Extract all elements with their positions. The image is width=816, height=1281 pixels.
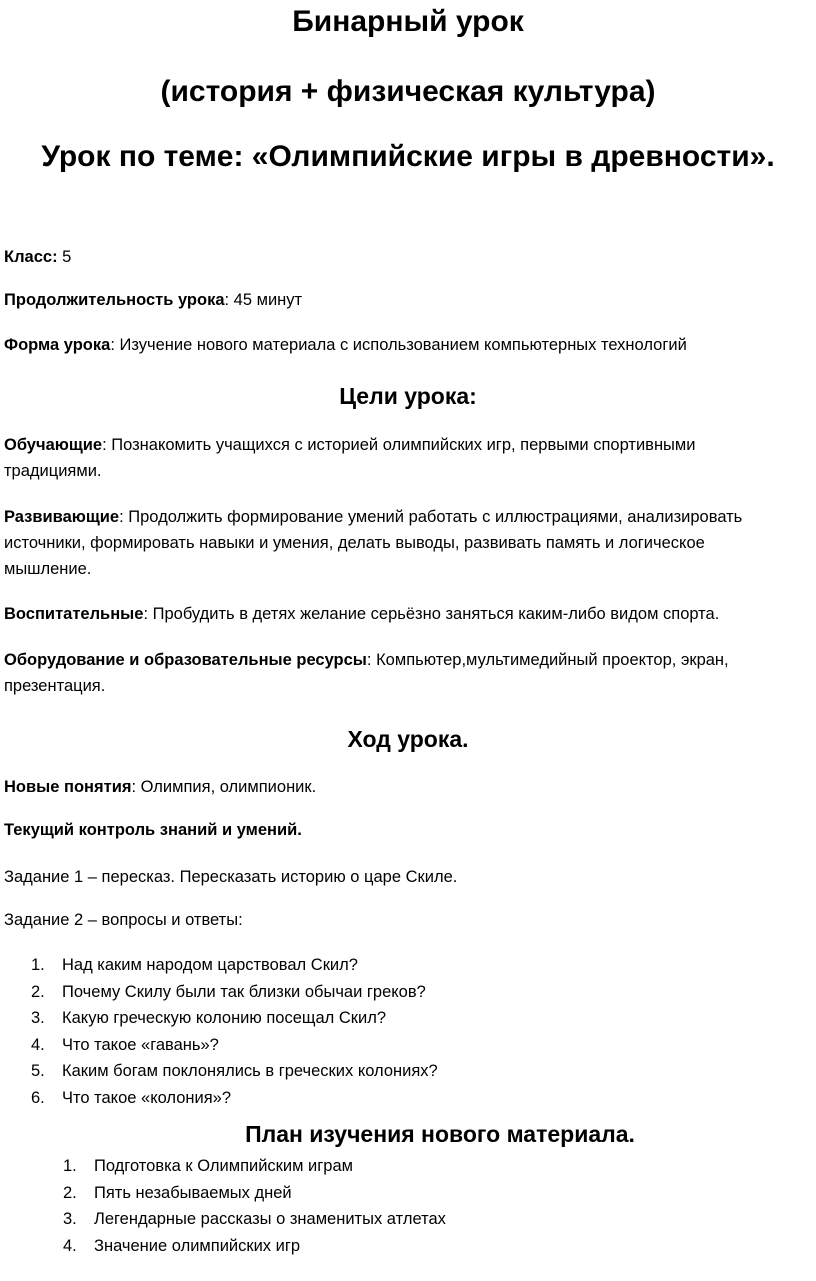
list-item bbox=[31, 952, 791, 979]
list-item bbox=[63, 1206, 783, 1233]
new-concepts-label: Новые понятия bbox=[4, 778, 132, 796]
lesson-topic: Урок по теме: «Олимпийские игры в древности». bbox=[41, 140, 775, 173]
info-class-label: Класс: bbox=[4, 248, 58, 266]
info-class bbox=[4, 244, 794, 270]
document-subtitle: (история + физическая культура) bbox=[160, 75, 656, 108]
equipment bbox=[4, 647, 794, 699]
info-duration-label: Продолжительность урока bbox=[4, 291, 225, 309]
list-item-number: 1. bbox=[31, 956, 45, 974]
goal-educational-value: : Пробудить в детях желание серьёзно заняться каким-либо видом спорта. bbox=[143, 605, 720, 623]
goal-teaching bbox=[4, 432, 794, 484]
goal-developing bbox=[4, 504, 794, 582]
questions-list bbox=[31, 952, 791, 1111]
list-item-number: 6. bbox=[31, 1088, 45, 1107]
info-form-label: Форма урока bbox=[4, 336, 111, 354]
list-item bbox=[63, 1153, 783, 1180]
info-form bbox=[4, 332, 794, 358]
equipment-value: : Компьютер,мультимедийный проектор, экран, презентация. bbox=[4, 651, 729, 695]
list-item bbox=[63, 1233, 783, 1260]
list-item bbox=[31, 1032, 791, 1059]
info-duration-value: : 45 минут bbox=[224, 291, 303, 309]
equipment-label: Оборудование и образовательные ресурсы bbox=[4, 651, 367, 669]
document-title: Бинарный урок bbox=[292, 5, 524, 38]
list-item-text: Что такое «колония»? bbox=[62, 1088, 232, 1107]
goal-educational-label: Воспитательные bbox=[4, 605, 144, 623]
list-item-text: Что такое «гавань»? bbox=[62, 1035, 219, 1054]
list-item-text: Над каким народом царствовал Скил? bbox=[62, 956, 358, 974]
goal-teaching-value: : Познакомить учащихся с историей олимпийских игр, первыми спортивными традициями. bbox=[4, 436, 696, 480]
task-1: Задание 1 – пересказ. Пересказать историю о царе Скиле. bbox=[4, 868, 458, 886]
list-item-text: Легендарные рассказы о знаменитых атлетах bbox=[94, 1210, 446, 1228]
list-item-text: Почему Скилу были так близки обычаи греков? bbox=[62, 982, 426, 1001]
list-item-number: 2. bbox=[31, 982, 45, 1001]
list-item-text: Пять незабываемых дней bbox=[94, 1183, 292, 1202]
list-item bbox=[31, 1085, 791, 1112]
list-item-number: 4. bbox=[31, 1035, 45, 1054]
list-item-number: 1. bbox=[63, 1157, 77, 1175]
list-item-number: 3. bbox=[31, 1009, 45, 1027]
info-duration bbox=[4, 287, 794, 313]
list-item bbox=[31, 1058, 791, 1085]
list-item-text: Значение олимпийских игр bbox=[94, 1236, 301, 1255]
list-item-number: 5. bbox=[31, 1062, 45, 1080]
goal-educational bbox=[4, 601, 794, 627]
goal-teaching-label: Обучающие bbox=[4, 436, 103, 454]
course-heading: Ход урока. bbox=[347, 726, 469, 752]
plan-heading: План изучения нового материала. bbox=[245, 1121, 635, 1147]
list-item-text: Каким богам поклонялись в греческих колониях? bbox=[62, 1062, 438, 1080]
new-concepts-value: : Олимпия, олимпионик. bbox=[131, 778, 317, 796]
list-item-text: Подготовка к Олимпийским играм bbox=[94, 1157, 353, 1175]
info-form-value: : Изучение нового материала с использованием компьютерных технологий bbox=[110, 336, 687, 354]
list-item bbox=[31, 979, 791, 1006]
goals-heading: Цели урока: bbox=[339, 383, 477, 409]
list-item-number: 4. bbox=[63, 1236, 77, 1255]
list-item bbox=[31, 1005, 791, 1032]
list-item-text: Какую греческую колонию посещал Скил? bbox=[62, 1009, 387, 1027]
goal-developing-label: Развивающие bbox=[4, 508, 120, 526]
plan-list bbox=[63, 1153, 783, 1259]
list-item-number: 2. bbox=[63, 1183, 77, 1202]
list-item-number: 3. bbox=[63, 1210, 77, 1228]
goal-developing-value: : Продолжить формирование умений работать с иллюстрациями, анализировать источники, формировать навыки и умения, делать выводы, развивать память и логическое мышление. bbox=[4, 508, 743, 578]
list-item bbox=[63, 1180, 783, 1207]
task-2: Задание 2 – вопросы и ответы: bbox=[4, 911, 243, 929]
new-concepts bbox=[4, 774, 794, 800]
knowledge-control-label: Текущий контроль знаний и умений. bbox=[4, 821, 302, 839]
info-class-value: 5 bbox=[57, 248, 72, 266]
knowledge-control bbox=[4, 817, 794, 843]
